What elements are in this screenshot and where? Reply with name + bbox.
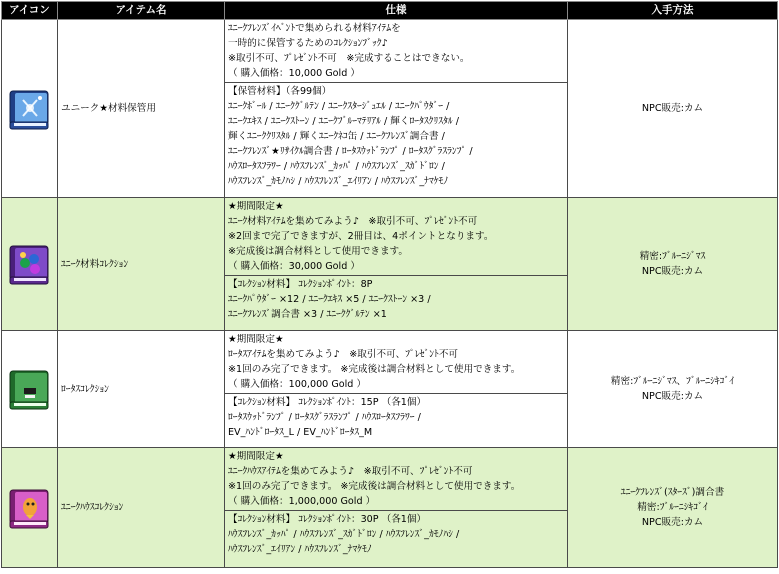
item-spec: [225, 448, 568, 568]
green-book-icon: [7, 366, 53, 412]
spec-line: ﾕﾆｰｸﾌﾚﾝｽﾞ★ﾘｻｲｸﾙ調合書 / ﾛｰﾀｽｳｯﾄﾞﾗﾝﾌﾟ / ﾛｰﾀｽｸﾞﾗｽﾗﾝﾌﾟ /: [228, 146, 473, 157]
item-name: ユニーク★材料保管用: [58, 20, 225, 198]
spec-line: ※完成後は調合材料として使用できます。: [228, 246, 408, 257]
spec-line: ★期間限定★: [228, 334, 284, 345]
spec-line: ﾊｳｽﾌﾚﾝｽﾞ_ｶﾓﾉﾊｼ / ﾊｳｽﾌﾚﾝｽﾞ_ｴｲﾘｱﾝ / ﾊｳｽﾌﾚﾝｽﾞ_ﾅﾏｹﾓﾉ: [228, 176, 449, 187]
spec-line: ﾕﾆｰｸｴｷｽ / ﾕﾆｰｸｽﾄｰﾝ / ﾕﾆｰｸﾌﾞﾙｰﾏﾃﾘｱﾙ / 輝くﾛｰﾀｽｸﾘｽﾀﾙ /: [228, 116, 459, 127]
purple-book-gems-icon: [7, 241, 53, 287]
spec-line: ※1回のみ完了できます。 ※完成後は調合材料として使用できます。: [228, 481, 521, 492]
item-row: [2, 331, 778, 448]
spec-line: ﾊｳｽﾌﾚﾝｽﾞ_ｶｯﾊﾟ / ﾊｳｽﾌﾚﾝｽﾞ_ｽｶﾞﾄﾞﾛﾝ / ﾊｳｽﾌﾚﾝｽﾞ_ｶﾓﾉﾊｼ /: [228, 529, 460, 540]
spec-line: ﾕﾆｰｸﾌﾚﾝｽﾞｲﾍﾞﾝﾄで集められる材料ｱｲﾃﾑを: [228, 23, 401, 34]
item-obtain: [568, 448, 778, 568]
item-name: ﾕﾆｰｸ材料ｺﾚｸｼｮﾝ: [58, 198, 225, 331]
spec-line: ※1回のみ完了できます。 ※完成後は調合材料として使用できます。: [228, 364, 521, 375]
obtain-line: 精密:ﾌﾞﾙｰﾆｼﾞﾏｽ: [639, 251, 706, 262]
header-icon: アイコン: [2, 2, 58, 20]
blue-book-sparkle-icon: [7, 86, 53, 132]
item-row: [2, 448, 778, 568]
spec-line: 一時的に保管するためのｺﾚｸｼｮﾝﾌﾞｯｸ♪: [228, 38, 388, 49]
spec-line: （ 購入価格：10,000 Gold ）: [228, 68, 360, 79]
item-icon-cell: [2, 198, 58, 331]
spec-line: （ 購入価格：100,000 Gold ）: [228, 379, 367, 390]
spec-line: ﾕﾆｰｸ材料ｱｲﾃﾑを集めてみよう♪ ※取引不可、ﾌﾟﾚｾﾞﾝﾄ不可: [228, 216, 478, 227]
spec-block: [225, 393, 567, 441]
spec-line: 【保管材料】（各99個）: [228, 86, 332, 97]
spec-block: [225, 448, 567, 510]
spec-line: 輝くﾕﾆｰｸｸﾘｽﾀﾙ / 輝くﾕﾆｰｸﾈｺ缶 / ﾕﾆｰｸﾌﾚﾝｽﾞ調合書 /: [228, 131, 445, 142]
header-obtain: 入手方法: [568, 2, 778, 20]
spec-block: [225, 82, 567, 190]
spec-line: ★期間限定★: [228, 201, 284, 212]
item-spec: [225, 198, 568, 331]
header-spec: 仕様: [225, 2, 568, 20]
item-obtain: [568, 331, 778, 448]
item-obtain: [568, 198, 778, 331]
spec-line: ※2回まで完了できますが、2冊目は、4ポイントとなります。: [228, 231, 494, 242]
spec-line: 【ｺﾚｸｼｮﾝ材料】 ｺﾚｸｼｮﾝﾎﾟｲﾝﾄ：8P: [228, 279, 373, 290]
obtain-line: ﾕﾆｰｸﾌﾚﾝｽﾞ(ｽﾀｰｽﾞ)調合書: [620, 487, 725, 498]
spec-block: [225, 510, 567, 558]
obtain-line: NPC販売:カム: [641, 103, 704, 114]
spec-line: ★期間限定★: [228, 451, 284, 462]
spec-line: ﾊｳｽﾌﾚﾝｽﾞ_ｴｲﾘｱﾝ / ﾊｳｽﾌﾚﾝｽﾞ_ﾅﾏｹﾓﾉ: [228, 544, 372, 555]
obtain-line: 精密:ﾌﾞﾙｰﾆｼﾞﾏｽ、ﾌﾞﾙｰﾆｼｷｺﾞｲ: [610, 376, 735, 387]
item-row: [2, 20, 778, 198]
item-table: [1, 1, 778, 568]
spec-line: ※取引不可、ﾌﾟﾚｾﾞﾝﾄ不可 ※完成することはできない。: [228, 53, 470, 64]
item-icon-cell: [2, 20, 58, 198]
item-icon-cell: [2, 448, 58, 568]
obtain-line: NPC販売:カム: [641, 391, 704, 402]
spec-line: ﾛｰﾀｽｱｲﾃﾑを集めてみよう♪ ※取引不可、ﾌﾟﾚｾﾞﾝﾄ不可: [228, 349, 459, 360]
item-spec: [225, 20, 568, 198]
spec-line: （ 購入価格：30,000 Gold ）: [228, 261, 360, 272]
obtain-line: NPC販売:カム: [641, 266, 704, 277]
item-spec: [225, 331, 568, 448]
spec-line: ﾕﾆｰｸﾊﾟｳﾀﾞｰ ×12 / ﾕﾆｰｸｴｷｽ ×5 / ﾕﾆｰｸｽﾄｰﾝ ×3 /: [228, 294, 431, 305]
spec-block: [225, 20, 567, 82]
obtain-line: NPC販売:カム: [641, 517, 704, 528]
item-obtain: [568, 20, 778, 198]
spec-block: [225, 198, 567, 275]
spec-line: EV_ﾊﾝﾄﾞﾛｰﾀｽ_L / EV_ﾊﾝﾄﾞﾛｰﾀｽ_M: [228, 427, 373, 438]
item-name: ﾕﾆｰｸﾊｳｽｺﾚｸｼｮﾝ: [58, 448, 225, 568]
spec-line: ﾕﾆｰｸﾌﾚﾝｽﾞ調合書 ×3 / ﾕﾆｰｸｸﾞﾙﾃﾝ ×1: [228, 309, 387, 320]
spec-line: ﾛｰﾀｽｳｯﾄﾞﾗﾝﾌﾟ / ﾛｰﾀｽｸﾞﾗｽﾗﾝﾌﾟ / ﾊｳｽﾛｰﾀｽﾌﾗﾜｰ /: [228, 412, 421, 423]
item-icon-cell: [2, 331, 58, 448]
spec-block: [225, 331, 567, 393]
spec-line: ﾕﾆｰｸﾊｳｽｱｲﾃﾑを集めてみよう♪ ※取引不可、ﾌﾟﾚｾﾞﾝﾄ不可: [228, 466, 473, 477]
spec-line: （ 購入価格：1,000,000 Gold ）: [228, 496, 376, 507]
item-row: [2, 198, 778, 331]
spec-block: [225, 275, 567, 323]
pink-book-fish-icon: [7, 485, 53, 531]
spec-line: 【ｺﾚｸｼｮﾝ材料】 ｺﾚｸｼｮﾝﾎﾟｲﾝﾄ：30P （各1個）: [228, 514, 427, 525]
obtain-line: 精密:ﾌﾞﾙｰﾆｼｷｺﾞｲ: [637, 502, 708, 513]
spec-line: ﾕﾆｰｸﾎﾞｰﾙ / ﾕﾆｰｸｸﾞﾙﾃﾝ / ﾕﾆｰｸｽﾀｰｼﾞｭｴﾙ / ﾕﾆｰｸﾊﾟｳﾀﾞｰ /: [228, 101, 450, 112]
spec-line: ﾊｳｽﾛｰﾀｽﾌﾗﾜｰ / ﾊｳｽﾌﾚﾝｽﾞ_ｶｯﾊﾟ / ﾊｳｽﾌﾚﾝｽﾞ_ｽｶﾞﾄﾞﾛﾝ /: [228, 161, 445, 172]
spec-line: 【ｺﾚｸｼｮﾝ材料】 ｺﾚｸｼｮﾝﾎﾟｲﾝﾄ：15P （各1個）: [228, 397, 427, 408]
header-row: [2, 2, 778, 20]
item-name: ﾛｰﾀｽｺﾚｸｼｮﾝ: [58, 331, 225, 448]
header-item-name: アイテム名: [58, 2, 225, 20]
